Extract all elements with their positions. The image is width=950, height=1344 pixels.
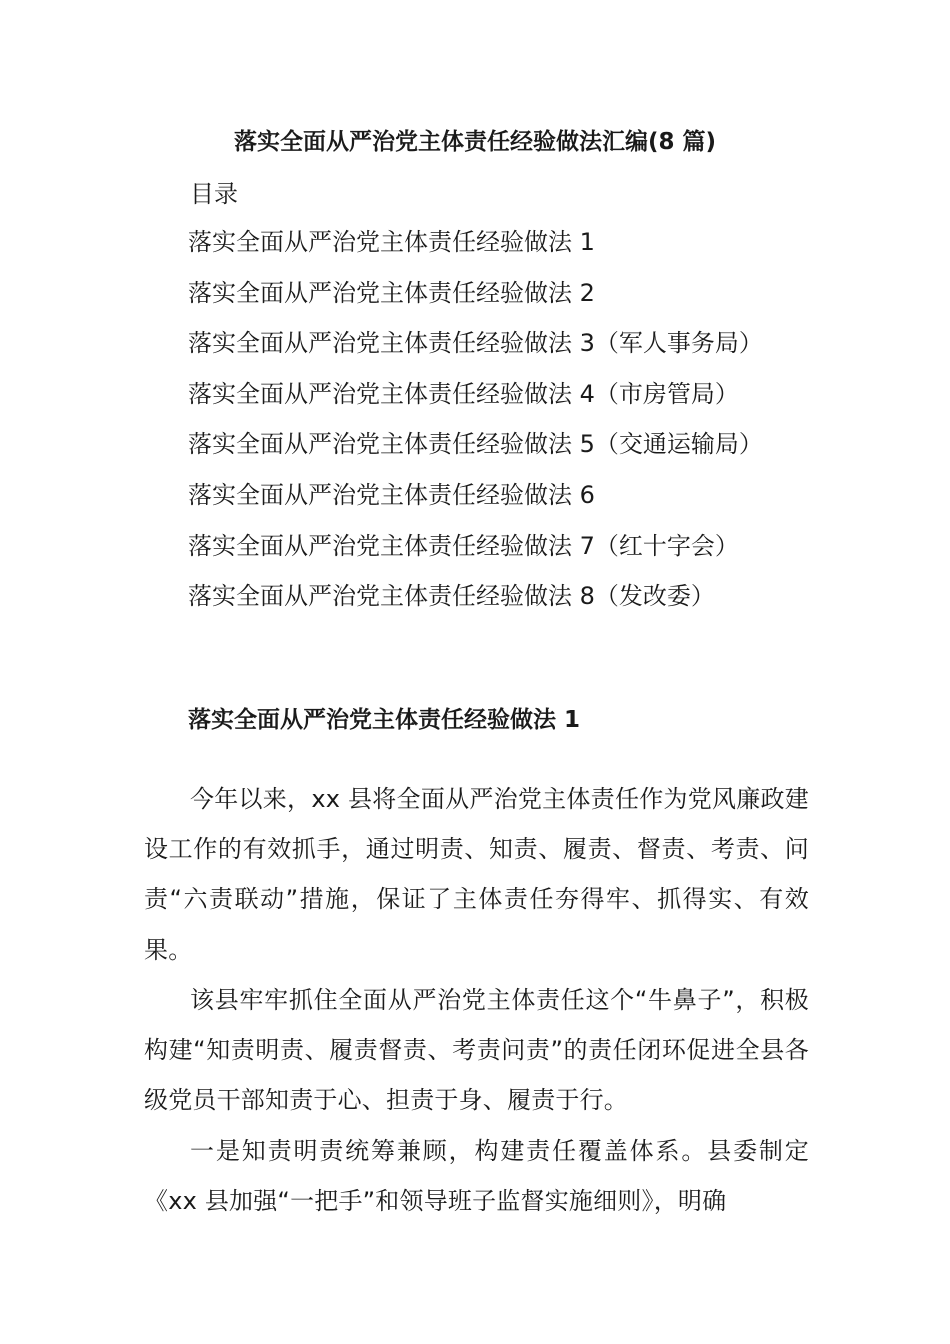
toc-item-2: 落实全面从严治党主体责任经验做法 2	[188, 278, 595, 307]
toc-item-7: 落实全面从严治党主体责任经验做法 7（红十字会）	[188, 531, 739, 560]
body-paragraph-1: 今年以来，xx 县将全面从严治党主体责任作为党风廉政建设工作的有效抓手，通过明责、知责、履责、督责、考责、问责“六责联动”措施，保证了主体责任夯得牢、抓得实、有效果。	[144, 785, 809, 964]
body-paragraph-2: 该县牢牢抓住全面从严治党主体责任这个“牛鼻子”，积极构建“知责明责、履责督责、考责问责”的责任闭环促进全县各级党员干部知责于心、担责于身、履责于行。	[144, 986, 809, 1115]
toc-item-4: 落实全面从严治党主体责任经验做法 4（市房管局）	[188, 379, 739, 408]
toc-item-3: 落实全面从严治党主体责任经验做法 3（军人事务局）	[188, 329, 763, 358]
toc-heading: 目录	[190, 180, 238, 208]
table-of-contents	[188, 225, 763, 630]
toc-item-8: 落实全面从严治党主体责任经验做法 8（发改委）	[188, 582, 715, 611]
body-paragraph-3: 一是知责明责统筹兼顾，构建责任覆盖体系。县委制定《xx 县加强“一把手”和领导班子监督实施细则》，明确	[144, 1137, 809, 1216]
toc-item-5: 落实全面从严治党主体责任经验做法 5（交通运输局）	[188, 430, 763, 459]
section-heading: 落实全面从严治党主体责任经验做法 1	[188, 707, 581, 733]
document-title: 落实全面从严治党主体责任经验做法汇编(8 篇)	[233, 129, 717, 155]
toc-item-1: 落实全面从严治党主体责任经验做法 1	[188, 228, 595, 256]
toc-item-6: 落实全面从严治党主体责任经验做法 6	[188, 480, 595, 509]
